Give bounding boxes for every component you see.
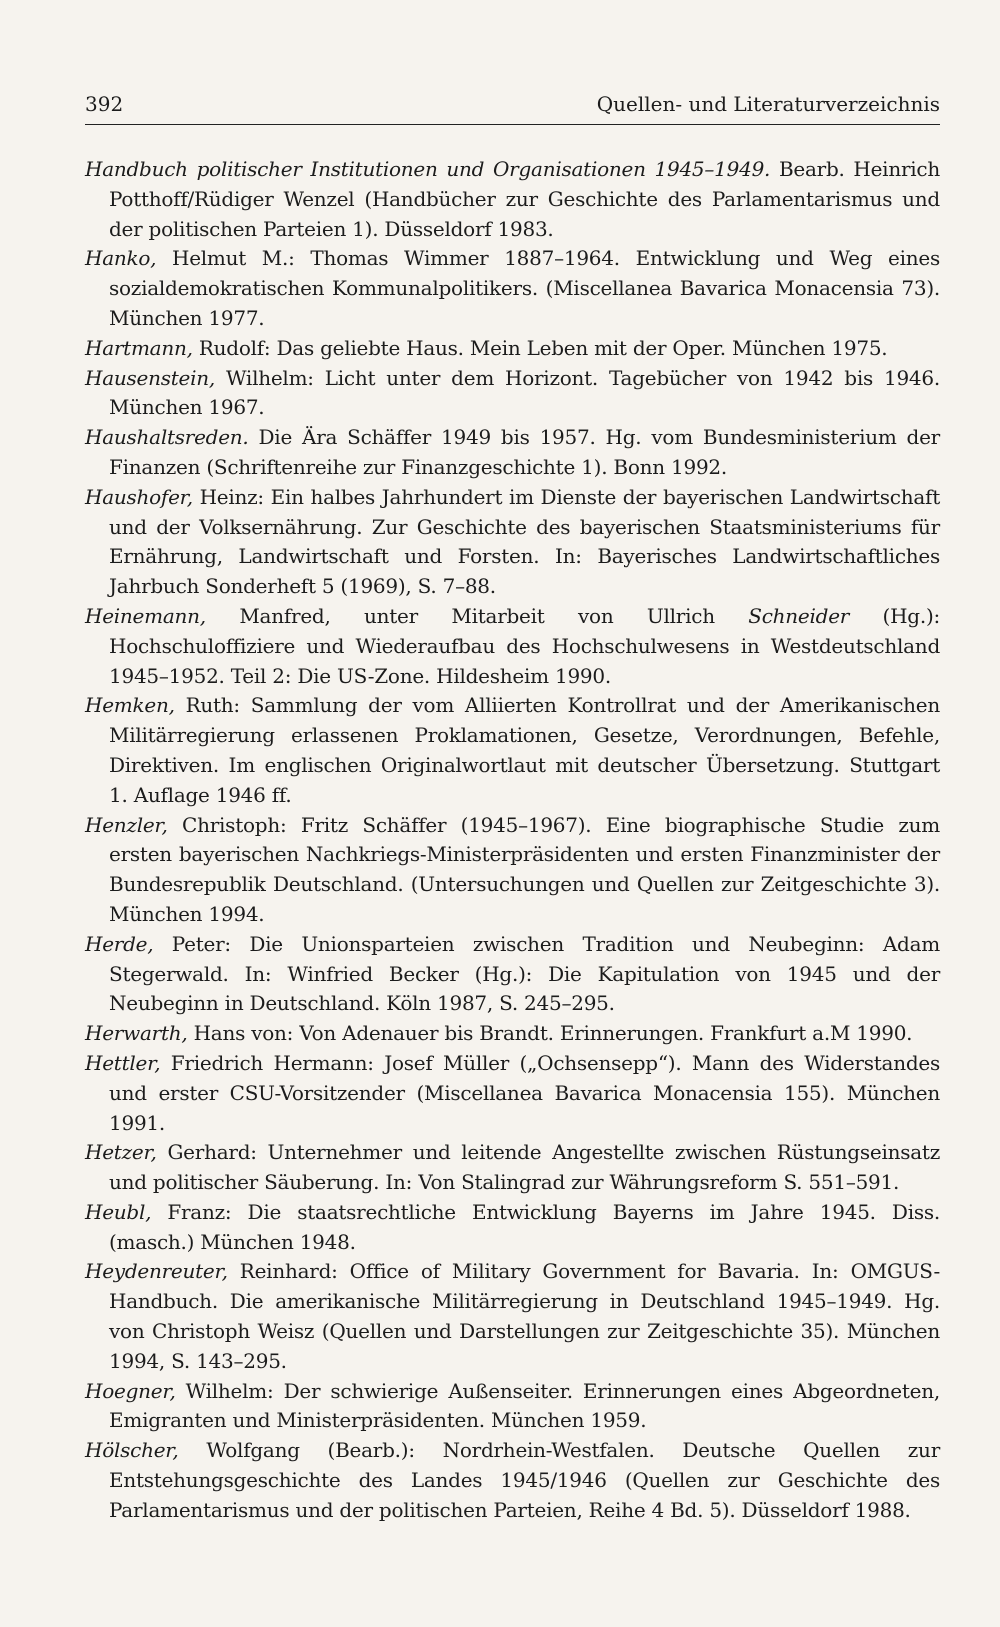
entry-author: Heubl, [85,1199,152,1224]
entry-text: Reinhard: Office of Military Government for Bavaria. In: OMGUS-Handbuch. Die amerikanische Militärregierung in Deutschland 1945–1949. Hg. von Christoph Weisz (Quellen und Darstellungen zur Zeitgeschichte 35). München 1994, S. 143–295. [109,1259,940,1373]
bibliography-entry [85,1377,940,1437]
bibliography-entry [85,1019,940,1049]
bibliography-entry [85,244,940,333]
bibliography-entry [85,1257,940,1376]
entry-author: Hartmann, [85,335,193,360]
bibliography-entry [85,364,940,424]
entry-author: Haushofer, [85,484,193,509]
bibliography-entry [85,930,940,1019]
entry-author: Heydenreuter, [85,1259,228,1284]
bibliography-entry [85,155,940,244]
bibliography-entry [85,423,940,483]
entry-coauthor: Schneider [748,603,850,628]
entry-text: Peter: Die Unionsparteien zwischen Tradition und Neubeginn: Adam Stegerwald. In: Winfried Becker (Hg.): Die Kapitulation von 1945 und der Neubeginn in Deutschland. Köln 1987, S. 245–295. [109,931,940,1016]
entry-text: Gerhard: Unternehmer und leitende Angestellte zwischen Rüstungseinsatz und politischer Säuberung. In: Von Stalingrad zur Währungsreform S. 551–591. [109,1140,940,1195]
entry-author: Herwarth, [85,1021,188,1046]
entry-author: Hölscher, [85,1438,179,1463]
bibliography-entry [85,1198,940,1258]
entry-text: Bearb. Heinrich Potthoff/Rüdiger Wenzel (Handbücher zur Geschichte des Parlamentarismus und der politischen Parteien 1). Düsseldorf 1983. [109,157,940,241]
entry-text: Ruth: Sammlung der vom Alliierten Kontrollrat und der Amerikanischen Militärregierung erlassenen Proklamationen, Gesetze, Verordnungen, Befehle, Direktiven. Im englischen Originalwortlaut mit deutscher Übersetzung. Stuttgart 1. Auflage 1946 ff. [109,693,940,807]
entry-text: Helmut M.: Thomas Wimmer 1887–1964. Entwicklung und Weg eines sozialdemokratischen Kommunalpolitikers. (Miscellanea Bavarica Monacensia 73). München 1977. [109,246,940,330]
entry-author: Hettler, [85,1050,161,1075]
entry-author: Herde, [85,931,154,956]
entry-author: Hemken, [85,693,175,718]
entry-text: Die Ära Schäffer 1949 bis 1957. Hg. vom Bundesministerium der Finanzen (Schriftenreihe zur Finanzgeschichte 1). Bonn 1992. [109,425,940,479]
page-number: 392 [85,92,124,116]
entry-text-continued: (Hg.): Hochschuloffiziere und Wiederaufbau des Hochschulwesens in Westdeutschland 1945–1952. Teil 2: Die US-Zone. Hildesheim 1990. [109,603,940,688]
entry-author: Heinemann, [85,603,206,628]
bibliography-entry [85,1138,940,1198]
bibliography-entry [85,1049,940,1138]
entry-text: Hans von: Von Adenauer bis Brandt. Erinnerungen. Frankfurt a.M 1990. [187,1021,913,1046]
entry-author: Hoegner, [85,1378,176,1403]
entry-author: Haushaltsreden. [85,425,249,450]
entry-text: Rudolf: Das geliebte Haus. Mein Leben mit der Oper. München 1975. [192,335,888,360]
bibliography-list [85,155,940,1526]
bibliography-entry [85,602,940,691]
entry-author: Hanko, [85,246,157,271]
bibliography-entry [85,1436,940,1525]
entry-text: Wilhelm: Der schwierige Außenseiter. Erinnerungen eines Abgeordneten, Emigranten und Ministerpräsidenten. München 1959. [109,1378,940,1433]
entry-author: Handbuch politischer Institutionen und Organisationen 1945–1949. [85,157,771,181]
entry-author: Henzler, [85,812,168,837]
entry-text: Heinz: Ein halbes Jahrhundert im Dienste der bayerischen Landwirtschaft und der Volksernährung. Zur Geschichte des bayerischen Staatsministeriums für Ernährung, Landwirtschaft und Forsten. In: Bayerisches Landwirtschaftliches Jahrbuch Sonderheft 5 (1969), S. 7–88. [109,484,940,599]
entry-author: Hausenstein, [85,365,215,390]
bibliography-entry [85,691,940,810]
running-head: Quellen- und Literaturverzeichnis [596,92,940,116]
entry-text: Manfred, unter Mitarbeit von Ullrich [205,603,749,628]
entry-text: Friedrich Hermann: Josef Müller („Ochsensepp“). Mann des Widerstandes und erster CSU-Vorsitzender (Miscellanea Bavarica Monacensia 155). München 1991. [109,1050,940,1135]
entry-text: Wolfgang (Bearb.): Nordrhein-Westfalen. Deutsche Quellen zur Entstehungsgeschichte des Landes 1945/1946 (Quellen zur Geschichte des Parlamentarismus und der politischen Parteien, Reihe 4 Bd. 5). Düsseldorf 1988. [109,1438,940,1522]
bibliography-entry [85,811,940,930]
entry-text: Franz: Die staatsrechtliche Entwicklung Bayerns im Jahre 1945. Diss. (masch.) München 1948. [109,1199,940,1254]
entry-author: Hetzer, [85,1140,157,1165]
entry-text: Wilhelm: Licht unter dem Horizont. Tagebücher von 1942 bis 1946. München 1967. [109,365,940,420]
entry-text: Christoph: Fritz Schäffer (1945–1967). Eine biographische Studie zum ersten bayerischen Nachkriegs-Ministerpräsidenten und ersten Finanzminister der Bundesrepublik Deutschland. (Untersuchungen und Quellen zur Zeitgeschichte 3). München 1994. [109,812,940,926]
bibliography-entry [85,334,940,364]
bibliography-entry [85,483,940,602]
page-header [85,88,940,125]
